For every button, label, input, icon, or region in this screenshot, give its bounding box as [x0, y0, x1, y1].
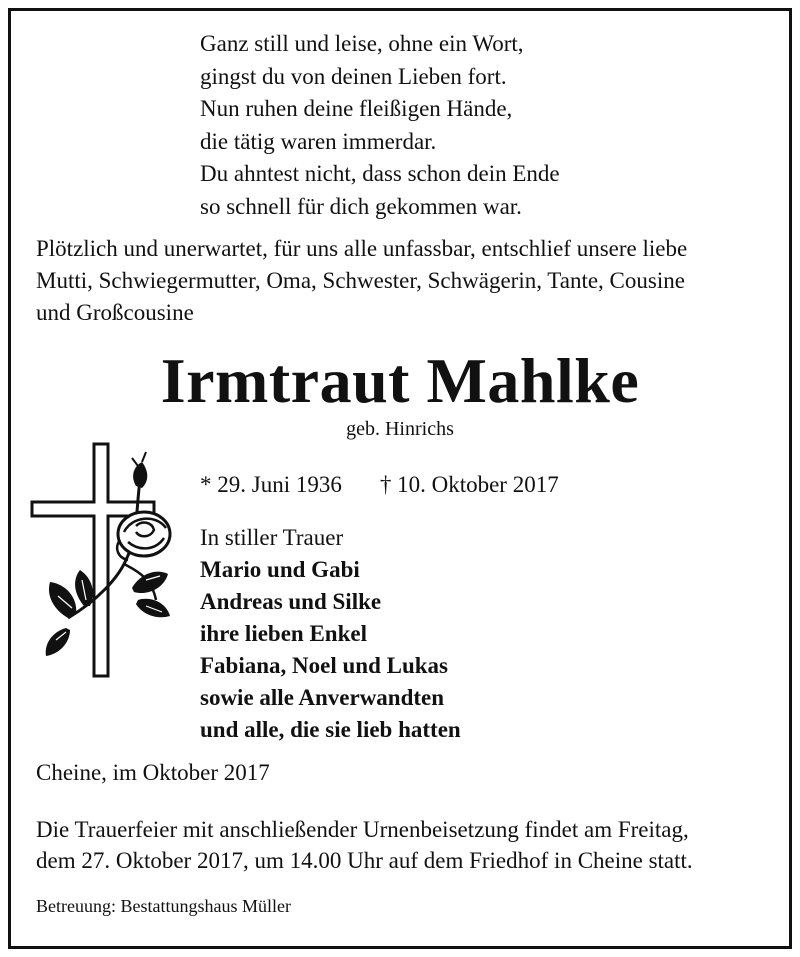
- place-date: Cheine, im Oktober 2017: [36, 760, 270, 785]
- poem-line: Ganz still und leise, ohne ein Wort,: [200, 31, 524, 56]
- poem-line: gingst du von deinen Lieben fort.: [200, 63, 507, 89]
- mourners: [200, 522, 461, 746]
- announcement-intro: [36, 233, 776, 329]
- mourner-line: sowie alle Anverwandten: [200, 685, 445, 710]
- life-dates: [200, 470, 559, 500]
- funeral-home-credit: Betreuung: Bestattungshaus Müller: [36, 896, 291, 916]
- poem: [200, 28, 560, 223]
- intro-line: und Großcousine: [36, 300, 194, 325]
- funeral-notice: [36, 814, 693, 876]
- mourner-line: Andreas und Silke: [200, 589, 382, 614]
- maiden-name: geb. Hinrichs: [346, 418, 454, 440]
- intro-line: Mutti, Schwiegermutter, Oma, Schwester, Schwägerin, Tante, Cousine: [36, 268, 685, 293]
- deceased-name: Irmtraut Mahlke: [160, 345, 640, 416]
- mourners-heading: In stiller Trauer: [200, 525, 344, 550]
- death-date: † 10. Oktober 2017: [379, 472, 559, 497]
- cross-with-rose-icon: [28, 440, 178, 680]
- intro-line: Plötzlich und unerwartet, für uns alle unfassbar, entschlief unsere liebe: [36, 236, 688, 261]
- funeral-notice-line: dem 27. Oktober 2017, um 14.00 Uhr auf dem Friedhof in Cheine statt.: [36, 848, 693, 873]
- mourner-line: und alle, die sie lieb hatten: [200, 717, 461, 742]
- mourner-line: ihre lieben Enkel: [200, 621, 367, 646]
- mourner-line: Fabiana, Noel und Lukas: [200, 653, 448, 678]
- poem-line: Du ahntest nicht, dass schon dein Ende: [200, 161, 560, 186]
- poem-line: so schnell für dich gekommen war.: [200, 193, 522, 219]
- poem-line: Nun ruhen deine fleißigen Hände,: [200, 96, 513, 121]
- funeral-notice-line: Die Trauerfeier mit anschließender Urnenbeisetzung findet am Freitag,: [36, 817, 689, 842]
- poem-line: die tätig waren immerdar.: [200, 128, 437, 154]
- birth-date: * 29. Juni 1936: [200, 472, 342, 497]
- mourner-line: Mario und Gabi: [200, 557, 360, 582]
